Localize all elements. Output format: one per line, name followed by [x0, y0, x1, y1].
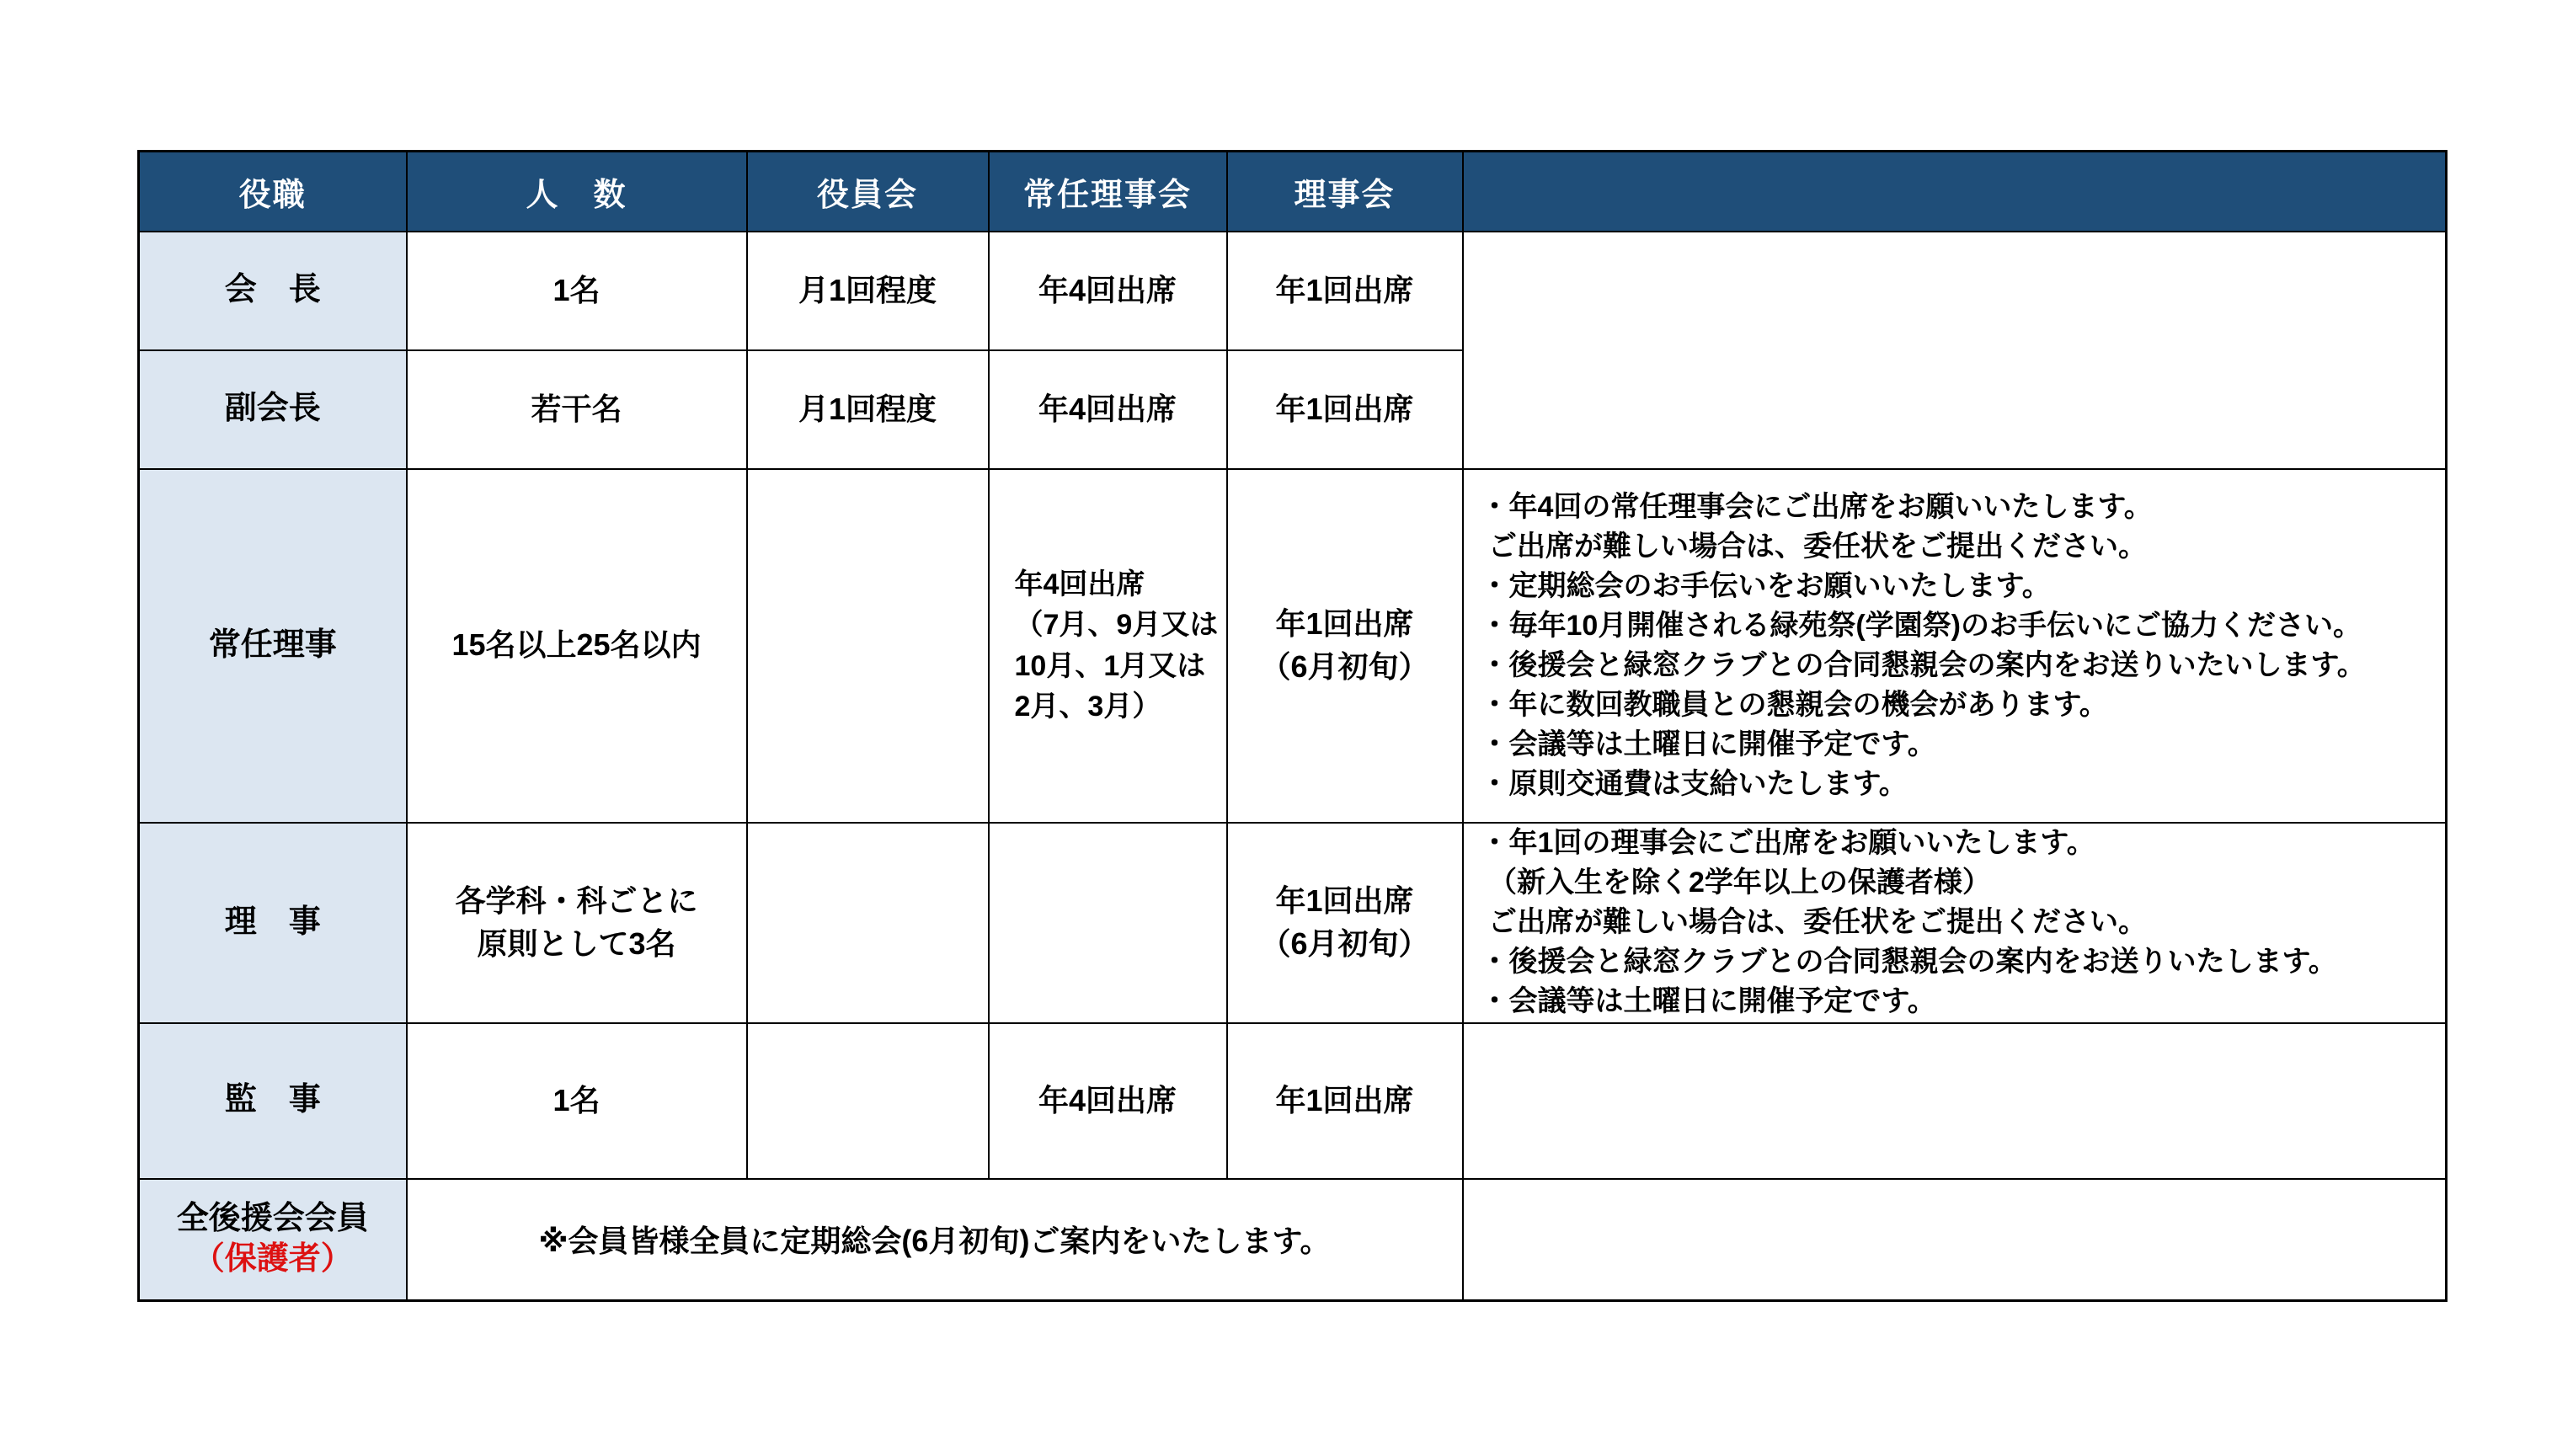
header-role: 役職 [139, 152, 407, 232]
standing-board-cell [989, 823, 1227, 1023]
header-officers-meeting: 役員会 [747, 152, 989, 232]
header-board: 理事会 [1227, 152, 1463, 232]
row-president [139, 232, 2447, 350]
notes-cell-empty [1463, 1023, 2447, 1179]
officers-meeting-cell [747, 1023, 989, 1179]
role-label: 常任理事 [139, 469, 407, 823]
board-cell: 年1回出席 （6月初旬） [1227, 823, 1463, 1023]
notes-cell-empty [1463, 232, 2447, 469]
table-header-row [139, 152, 2447, 232]
header-standing-board: 常任理事会 [989, 152, 1227, 232]
member-role-sub-label: （保護者） [192, 1240, 353, 1277]
row-auditor [139, 1023, 2447, 1179]
role-label: 監 事 [139, 1023, 407, 1179]
count-cell: 15名以上25名以内 [407, 469, 747, 823]
role-label: 理 事 [139, 823, 407, 1023]
notes-cell: ・年4回の常任理事会にご出席をお願いいたします。 ご出席が難しい場合は、委任状をご提出ください。 ・定期総会のお手伝いをお願いいたします。 ・毎年10月開催される緑苑祭(学園祭)のお手伝いにご協力ください。 ・後援会と緑窓クラブとの合同懇親会の案内をお送りいたいします。 ・年に数回教職員との懇親会の機会があります。 ・会議等は土曜日に開催予定です。 ・原則交通費は支給いたします。 [1463, 469, 2447, 823]
board-cell: 年1回出席 [1227, 1023, 1463, 1179]
row-all-members [139, 1179, 2447, 1301]
officers-meeting-cell [747, 823, 989, 1023]
role-label: 副会長 [139, 350, 407, 469]
standing-board-cell: 年4回出席 [989, 1023, 1227, 1179]
officers-meeting-cell: 月1回程度 [747, 350, 989, 469]
officer-duty-table [137, 150, 2448, 1302]
header-count: 人 数 [407, 152, 747, 232]
row-standing-director [139, 469, 2447, 823]
role-label-all-members [139, 1179, 407, 1301]
standing-board-cell: 年4回出席 [989, 350, 1227, 469]
board-cell: 年1回出席 （6月初旬） [1227, 469, 1463, 823]
member-role-label: 全後援会会員 [176, 1201, 369, 1237]
board-cell: 年1回出席 [1227, 350, 1463, 469]
notes-cell: ・年1回の理事会にご出席をお願いいたします。 （新入生を除く2学年以上の保護者様） ご出席が難しい場合は、委任状をご提出ください。 ・後援会と緑窓クラブとの合同懇親会の案内をお送りいたします。 ・会議等は土曜日に開催予定です。 [1463, 823, 2447, 1023]
count-cell: 各学科・科ごとに 原則として3名 [407, 823, 747, 1023]
row-director [139, 823, 2447, 1023]
board-cell: 年1回出席 [1227, 232, 1463, 350]
standing-board-cell: 年4回出席 [989, 232, 1227, 350]
notes-cell-empty [1463, 1179, 2447, 1301]
standing-board-cell: 年4回出席 （7月、9月又は 10月、1月又は 2月、3月） [989, 469, 1227, 823]
officers-meeting-cell: 月1回程度 [747, 232, 989, 350]
count-cell: 若干名 [407, 350, 747, 469]
count-cell: 1名 [407, 1023, 747, 1179]
count-cell: 1名 [407, 232, 747, 350]
general-meeting-note-cell: ※会員皆様全員に定期総会(6月初旬)ご案内をいたします。 [407, 1179, 1463, 1301]
role-label: 会 長 [139, 232, 407, 350]
header-notes [1463, 152, 2447, 232]
officers-meeting-cell [747, 469, 989, 823]
